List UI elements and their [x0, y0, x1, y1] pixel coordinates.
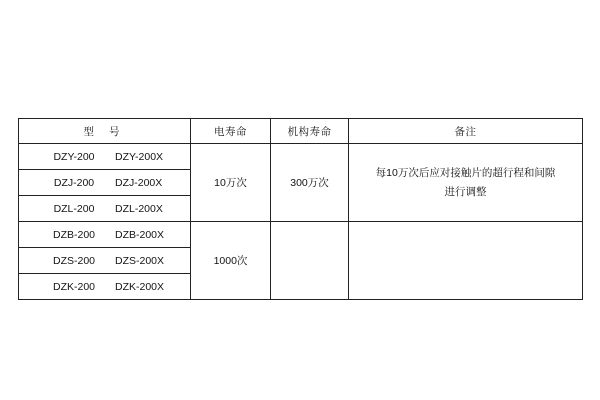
model-code-primary: DZL-200 [53, 202, 95, 215]
model-pair [19, 281, 190, 293]
specification-table [18, 118, 583, 300]
cell-model [19, 196, 191, 222]
model-code-primary: DZY-200 [53, 150, 95, 163]
model-code-variant: DZK-200X [115, 280, 165, 293]
cell-model [19, 144, 191, 170]
model-code-primary: DZJ-200 [53, 176, 95, 189]
model-code-variant: DZL-200X [115, 202, 163, 215]
model-code-variant: DZJ-200X [115, 176, 163, 189]
column-header-electrical-life: 电寿命 [191, 119, 271, 144]
table-head [19, 119, 583, 144]
cell-electrical-life-group-1: 10万次 [191, 144, 271, 222]
model-code-variant: DZS-200X [115, 254, 165, 267]
cell-remarks-empty [349, 222, 583, 300]
remarks-line-2: 进行调整 [444, 185, 487, 198]
spec-table-container [18, 118, 582, 300]
cell-remarks [349, 144, 583, 222]
table-row [19, 144, 583, 170]
column-header-remarks: 备注 [349, 119, 583, 144]
column-header-model: 型 号 [19, 119, 191, 144]
model-code-primary: DZS-200 [52, 254, 95, 267]
remarks-line-1: 每10万次后应对接触片的超行程和间隙 [375, 166, 556, 179]
model-code-variant: DZB-200X [115, 228, 165, 241]
table-row [19, 222, 583, 248]
cell-model [19, 170, 191, 196]
cell-mechanical-life-group-2 [271, 222, 349, 300]
column-header-mechanical-life: 机构寿命 [271, 119, 349, 144]
model-pair [19, 255, 190, 267]
model-pair [19, 229, 190, 241]
cell-model [19, 222, 191, 248]
model-code-variant: DZY-200X [115, 150, 164, 163]
model-code-primary: DZK-200 [52, 280, 95, 293]
model-code-primary: DZB-200 [52, 228, 95, 241]
cell-model [19, 248, 191, 274]
table-body [19, 144, 583, 300]
table-header-row [19, 119, 583, 144]
model-pair [19, 151, 190, 163]
cell-electrical-life-group-2: 1000次 [191, 222, 271, 300]
model-pair [19, 203, 190, 215]
cell-mechanical-life-group-1: 300万次 [271, 144, 349, 222]
model-pair [19, 177, 190, 189]
cell-model [19, 274, 191, 300]
